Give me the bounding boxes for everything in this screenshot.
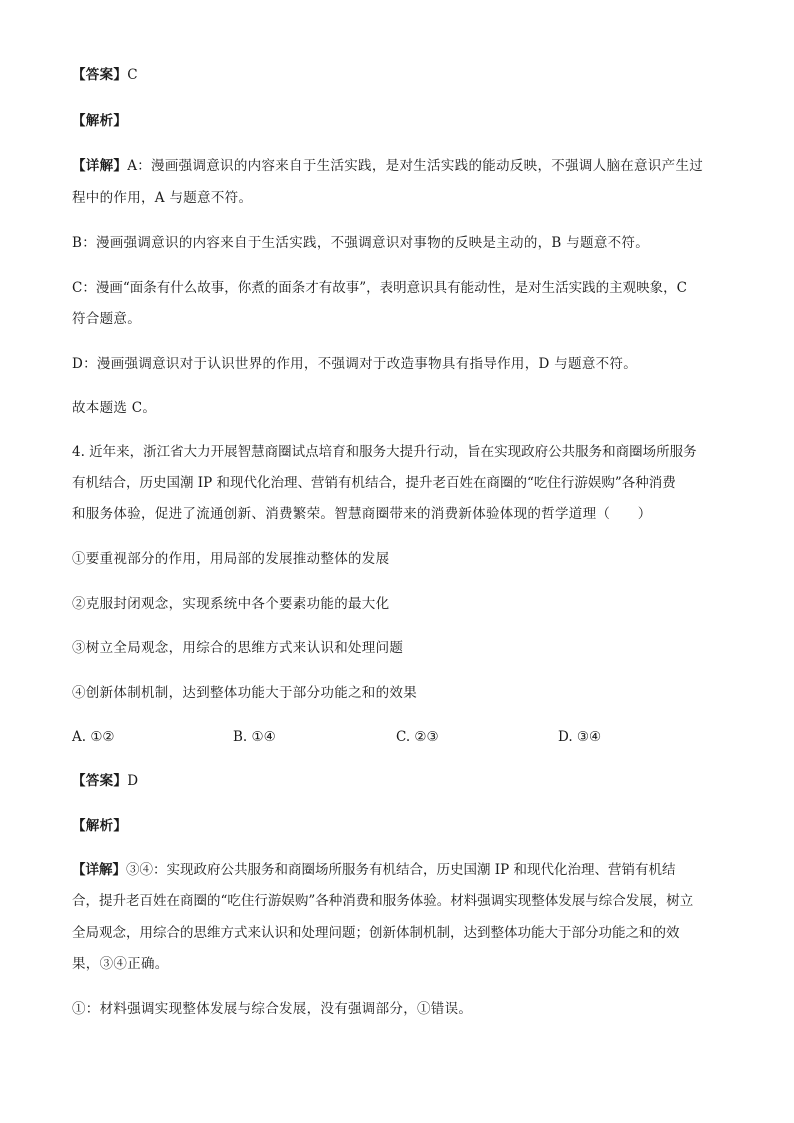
detail-line-d: D：漫画强调意识对于认识世界的作用，不强调对于改造事物具有指导作用，D 与题意不符。: [72, 356, 638, 372]
detail2-line-3: 全局观念，用综合的思维方式来认识和处理问题；创新体制机制，达到整体功能大于部分功能之和的效: [72, 925, 680, 941]
statement-1: ①要重视部分的作用，用局部的发展推动整体的发展: [72, 551, 390, 567]
detail2-line-1: [72, 862, 676, 878]
answer-tag: 【答案】: [72, 773, 128, 789]
detail-text: ③④：实现政府公共服务和商圈场所服务有机结合，历史国潮 IP 和现代化治理、营销有机结: [126, 862, 676, 878]
detail-line-b: B：漫画强调意识的内容来自于生活实践，不强调意识对事物的反映是主动的，B 与题意不符。: [72, 235, 650, 251]
question-4-line-1: 4. 近年来，浙江省大力开展智慧商圈试点培育和服务大提升行动，旨在实现政府公共服务和商圈场所服务: [72, 444, 697, 460]
detail-tag: 【详解】: [72, 862, 126, 878]
question-4-line-3: 和服务体验，促进了流通创新、消费繁荣。智慧商圈带来的消费新体验体现的哲学道理（ ）: [72, 506, 652, 522]
detail-line-c1: C：漫画“面条有什么故事，你煮的面条才有故事”，表明意识具有能动性，是对生活实践的主观映象，C: [72, 280, 687, 296]
option-c: C. ②③: [396, 729, 439, 745]
answer-line-1: [72, 67, 138, 83]
analysis-tag-2: 【解析】: [72, 818, 128, 834]
detail2-line-4: 果，③④正确。: [72, 956, 169, 972]
conclusion-line: 故本题选 C。: [72, 400, 157, 416]
statement-2: ②克服封闭观念，实现系统中各个要素功能的最大化: [72, 596, 390, 612]
answer-tag: 【答案】: [72, 67, 128, 83]
question-4-line-2: 有机结合，历史国潮 IP 和现代化治理、营销有机结合，提升老百姓在商圈的“吃住行游娱购”各种消费: [72, 475, 676, 491]
detail-text: A：漫画强调意识的内容来自于生活实践，是对生活实践的能动反映，不强调人脑在意识产生过: [127, 158, 704, 174]
statement-3: ③树立全局观念，用综合的思维方式来认识和处理问题: [72, 640, 404, 656]
detail-line-a2: 程中的作用，A 与题意不符。: [72, 190, 253, 206]
option-a: A. ①②: [72, 729, 115, 745]
option-d: D. ③④: [558, 729, 602, 745]
detail2-line-2: 合，提升老百姓在商圈的“吃住行游娱购”各种消费和服务体验。材料强调实现整体发展与综合发展，树立: [72, 893, 694, 909]
option-b: B. ①④: [233, 729, 276, 745]
answer-value: C: [127, 67, 138, 83]
answer-value: D: [127, 773, 139, 789]
analysis-tag-1: 【解析】: [72, 113, 128, 129]
statement-4: ④创新体制机制，达到整体功能大于部分功能之和的效果: [72, 685, 417, 701]
detail-line-a1: [72, 158, 703, 174]
detail-line-c2: 符合题意。: [72, 311, 141, 327]
answer-line-2: [72, 773, 138, 789]
detail2-line-5: ①：材料强调实现整体发展与综合发展，没有强调部分，①错误。: [72, 1001, 473, 1017]
detail-tag: 【详解】: [72, 158, 128, 174]
